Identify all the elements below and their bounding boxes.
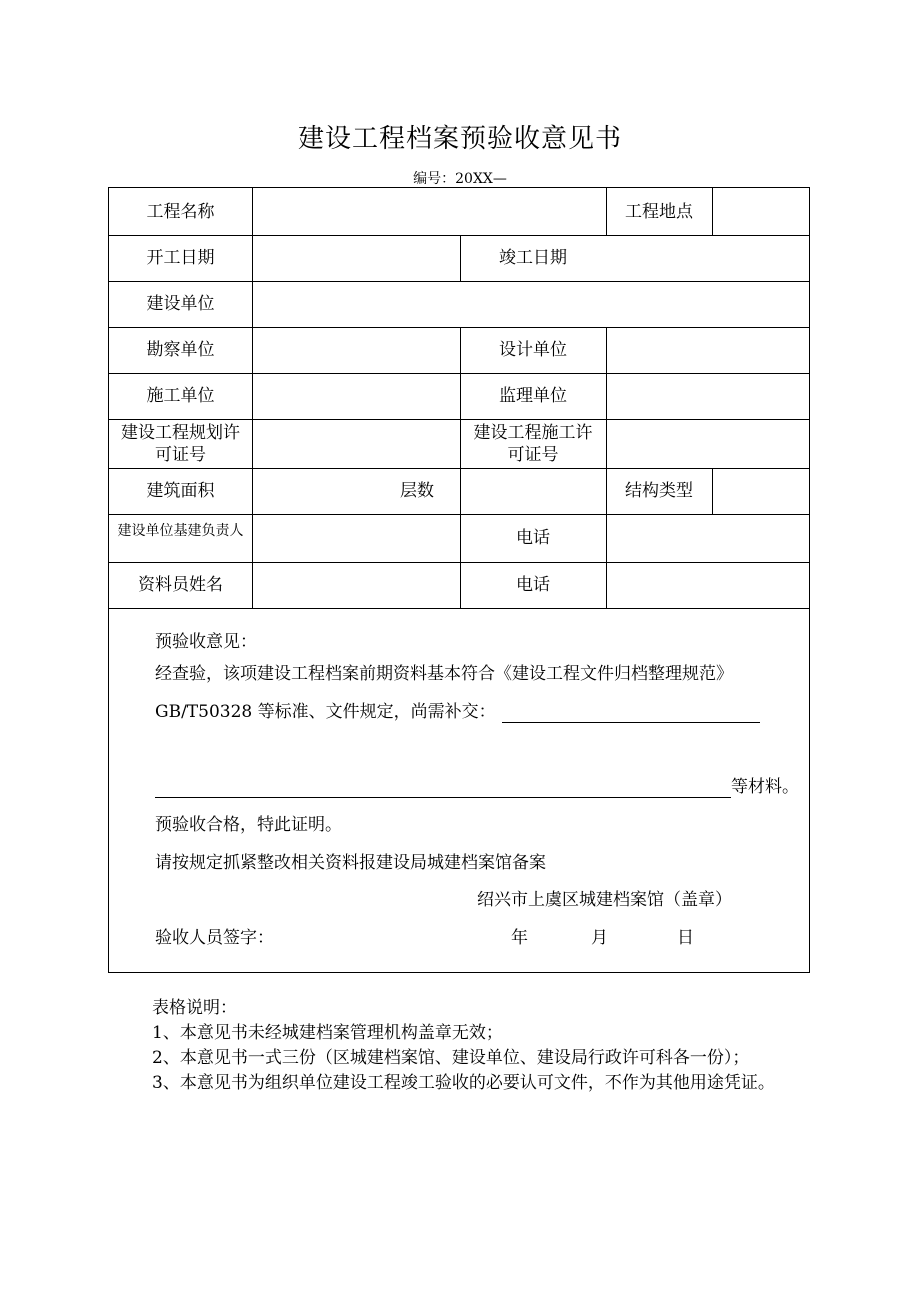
opinion-line1: 经查验，该项建设工程档案前期资料基本符合《建设工程文件归档整理规范》 [155,664,733,684]
archivist-name-label: 资料员姓名 [138,575,223,595]
design-unit-label: 设计单位 [499,340,567,360]
month-label: 月 [591,928,608,948]
builder-unit-label: 施工单位 [146,386,215,406]
project-location-label: 工程地点 [625,201,693,222]
supplement-blank[interactable] [502,702,760,723]
design-unit-field[interactable] [607,327,809,373]
structure-type-field[interactable] [713,468,809,514]
planning-permit-field[interactable] [253,419,460,468]
note-item: 2、本意见书一式三份（区城建档案馆、建设单位、建设局行政许可科各一份）； [152,1048,750,1068]
construction-permit-label-line1: 建设工程施工许 [473,422,593,443]
phone-field-1[interactable] [607,514,809,562]
building-area-label: 建筑面积 [146,481,215,501]
opinion-line5: 请按规定抓紧整改相关资料报建设局城建档案馆备案 [155,853,546,873]
construction-unit-field[interactable] [253,281,809,327]
opinion-line3 [155,772,799,798]
supervision-unit-label: 监理单位 [499,386,567,406]
completion-date-field[interactable] [606,235,809,281]
construction-permit-label-line2: 可证号 [507,444,559,465]
notes-heading: 表格说明： [152,998,237,1018]
archivist-name-field[interactable] [253,562,460,608]
completion-date-label: 竣工日期 [499,248,567,268]
row-divider [109,608,809,609]
opinion-heading: 预验收意见： [155,632,257,652]
document-number: 编号：20XX— [413,171,507,187]
page-title: 建设工程档案预验收意见书 [297,124,622,154]
opinion-line2-text: GB/T50328 等标准、文件规定，尚需补交： [155,702,496,722]
survey-unit-field[interactable] [253,327,460,373]
project-location-field[interactable] [713,188,809,235]
opinion-line4: 预验收合格，特此证明。 [155,815,342,835]
construction-permit-field[interactable] [607,419,809,468]
note-item: 1、本意见书未经城建档案管理机构盖章无效； [152,1023,503,1043]
day-label: 日 [677,928,694,948]
form-notes [152,996,775,1096]
floors-field[interactable] [460,468,606,514]
year-label: 年 [511,928,528,948]
unit-manager-field[interactable] [253,514,460,562]
note-item: 3、本意见书为组织单位建设工程竣工验收的必要认可文件，不作为其他用途凭证。 [152,1073,775,1093]
phone-label-2: 电话 [516,575,550,595]
structure-type-label: 结构类型 [625,481,693,501]
floors-label: 层数 [400,481,434,501]
start-date-label: 开工日期 [146,248,215,268]
start-date-field[interactable] [253,235,460,281]
materials-blank[interactable] [155,777,731,798]
planning-permit-label-line2: 可证号 [155,444,206,465]
planning-permit-label-line1: 建设工程规划许 [121,422,240,443]
project-name-label: 工程名称 [146,201,215,222]
acceptance-form [108,187,810,973]
unit-manager-label: 建设单位基建负责人 [117,523,244,539]
supervision-unit-field[interactable] [607,373,809,419]
survey-unit-label: 勘察单位 [146,340,215,360]
phone-field-2[interactable] [607,562,809,608]
construction-unit-label: 建设单位 [146,294,215,314]
project-name-field[interactable] [253,188,606,235]
planning-permit-label [109,419,252,468]
opinion-line2 [155,697,760,723]
builder-unit-field[interactable] [253,373,460,419]
archive-seal: 绍兴市上虞区城建档案馆（盖章） [477,890,732,910]
construction-permit-label [460,419,606,468]
materials-suffix: 等材料。 [731,777,799,797]
phone-label-1: 电话 [516,528,550,548]
signature-label: 验收人员签字： [155,928,274,948]
